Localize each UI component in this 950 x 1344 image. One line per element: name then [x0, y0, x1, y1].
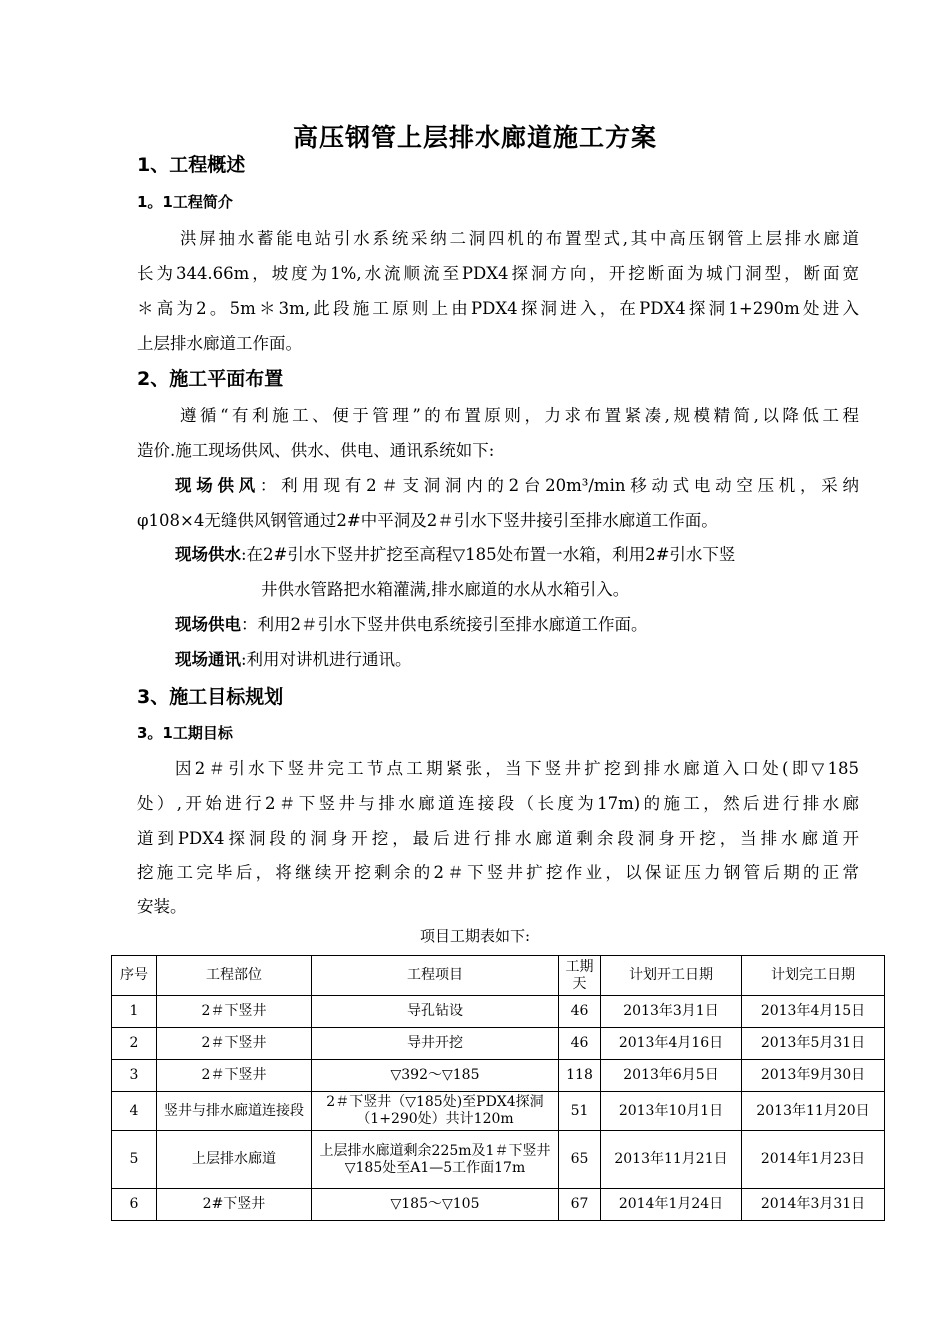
- table-cell: 2013年4月16日: [601, 1028, 742, 1060]
- table-cell: 5: [112, 1131, 157, 1189]
- communication-label: 现场通讯: [175, 650, 241, 669]
- header-cell: 序号: [112, 956, 157, 996]
- paragraph-line: 上层排水廊道工作面。: [137, 334, 302, 353]
- table-header-row: [112, 956, 885, 996]
- document-title: 高压钢管上层排水廊道施工方案: [292, 123, 657, 152]
- table-cell: 118: [559, 1060, 601, 1092]
- table-cell: 2013年4月15日: [742, 996, 885, 1028]
- power-supply-line: [175, 611, 859, 635]
- table-cell: 2＃下竖井（▽185处)至PDX4探洞（1+290处）共计120m: [312, 1092, 559, 1131]
- table-cell: 2#下竖井: [157, 1189, 312, 1221]
- table-cell: 2＃下竖井: [157, 1060, 312, 1092]
- table-row: [112, 1028, 885, 1060]
- table-cell: 46: [559, 1028, 601, 1060]
- water-supply-text: :在2#引水下竖井扩挖至高程▽185处布置一水箱，利用2#引水下竖: [241, 545, 736, 564]
- paragraph-line: 长为344.66m，坡度为1%,水流顺流至PDX4探洞方向，开挖断面为城门洞型，断面宽: [137, 264, 859, 283]
- header-cell: 工程部位: [157, 956, 312, 996]
- table-cell: 2: [112, 1028, 157, 1060]
- header-cell: 计划开工日期: [601, 956, 742, 996]
- paragraph-line: 道到PDX4探洞段的洞身开挖，最后进行排水廊道剩余段洞身开挖，当排水廊道开: [137, 829, 859, 848]
- water-supply-label: 现场供水: [175, 545, 241, 564]
- table-cell: 2＃下竖井: [157, 1028, 312, 1060]
- table-cell: 4: [112, 1092, 157, 1131]
- paragraph-line: 遵循“有利施工、便于管理”的布置原则，力求布置紧凑,规模精简,以降低工程: [180, 406, 859, 425]
- paragraph-line: 井供水管路把水箱灌满,排水廊道的水从水箱引入。: [261, 580, 630, 599]
- table-cell: 6: [112, 1189, 157, 1221]
- table-cell: 上层排水廊道剩余225m及1＃下竖井▽185处至A1—5工作面17m: [312, 1131, 559, 1189]
- power-supply-text: ：利用2＃引水下竖井供电系统接引至排水廊道工作面。: [241, 615, 648, 634]
- paragraph-line: 洪屏抽水蓄能电站引水系统采纳二洞四机的布置型式,其中高压钢管上层排水廊道: [180, 229, 859, 248]
- paragraph-line: 因2＃引水下竖井完工节点工期紧张，当下竖井扩挖到排水廊道入口处(即▽185: [175, 759, 859, 778]
- power-supply-label: 现场供电: [175, 615, 241, 634]
- paragraph-line: 处）,开始进行2＃下竖井与排水廊道连接段（长度为17m)的施工，然后进行排水廊: [137, 794, 859, 813]
- table-cell: 46: [559, 996, 601, 1028]
- paragraph-line: ＊高为2。5m＊3m,此段施工原则上由PDX4探洞进入，在PDX4探洞1+290m处进入: [137, 299, 859, 318]
- table-row: [112, 1131, 885, 1189]
- table-cell: 导井开挖: [312, 1028, 559, 1060]
- table-cell: 2013年6月5日: [601, 1060, 742, 1092]
- table-cell: 2014年3月31日: [742, 1189, 885, 1221]
- section-1-heading: 1、工程概述: [137, 154, 246, 176]
- table-cell: 2013年11月21日: [601, 1131, 742, 1189]
- header-cell: 工程项目: [312, 956, 559, 996]
- table-row: [112, 1189, 885, 1221]
- table-cell: 2013年3月1日: [601, 996, 742, 1028]
- table-cell: 2013年9月30日: [742, 1060, 885, 1092]
- table-cell: 竖井与排水廊道连接段: [157, 1092, 312, 1131]
- table-cell: 2014年1月24日: [601, 1189, 742, 1221]
- air-supply-text: ：利用现有2＃支洞洞内的2台20m³/min移动式电动空压机，采纳: [259, 476, 859, 495]
- paragraph-line: 安装。: [137, 897, 187, 916]
- header-cell: 计划完工日期: [742, 956, 885, 996]
- section-2-heading: 2、施工平面布置: [137, 368, 284, 390]
- communication-line: [175, 646, 859, 670]
- schedule-table: [111, 955, 885, 1221]
- table-cell: 2014年1月23日: [742, 1131, 885, 1189]
- air-supply-line: [175, 472, 859, 496]
- table-cell: 1: [112, 996, 157, 1028]
- air-supply-label: 现场供风: [175, 476, 260, 495]
- header-cell: 工期天: [559, 956, 601, 996]
- section-3-heading: 3、施工目标规划: [137, 686, 284, 708]
- table-cell: 2013年5月31日: [742, 1028, 885, 1060]
- table-cell: 3: [112, 1060, 157, 1092]
- table-cell: 51: [559, 1092, 601, 1131]
- section-1-1-heading: 1。1工程简介: [137, 193, 233, 211]
- communication-text: :利用对讲机进行通讯。: [241, 650, 412, 669]
- table-cell: 2013年10月1日: [601, 1092, 742, 1131]
- table-cell: 67: [559, 1189, 601, 1221]
- table-caption: 项目工期表如下:: [419, 927, 531, 945]
- table-cell: 2＃下竖井: [157, 996, 312, 1028]
- table-cell: 2013年11月20日: [742, 1092, 885, 1131]
- table-row: [112, 1092, 885, 1131]
- water-supply-line: [175, 541, 859, 565]
- paragraph-line: 造价.施工现场供风、供水、供电、通讯系统如下:: [137, 441, 495, 460]
- table-row: [112, 996, 885, 1028]
- table-cell: ▽185～▽105: [312, 1189, 559, 1221]
- table-cell: 上层排水廊道: [157, 1131, 312, 1189]
- paragraph-line: φ108×4无缝供风钢管通过2#中平洞及2＃引水下竖井接引至排水廊道工作面。: [137, 511, 718, 530]
- table-cell: 导孔钻设: [312, 996, 559, 1028]
- table-cell: ▽392～▽185: [312, 1060, 559, 1092]
- section-3-1-heading: 3。1工期目标: [137, 724, 233, 742]
- table-row: [112, 1060, 885, 1092]
- table-cell: 65: [559, 1131, 601, 1189]
- paragraph-line: 挖施工完毕后，将继续开挖剩余的2＃下竖井扩挖作业，以保证压力钢管后期的正常: [137, 863, 859, 882]
